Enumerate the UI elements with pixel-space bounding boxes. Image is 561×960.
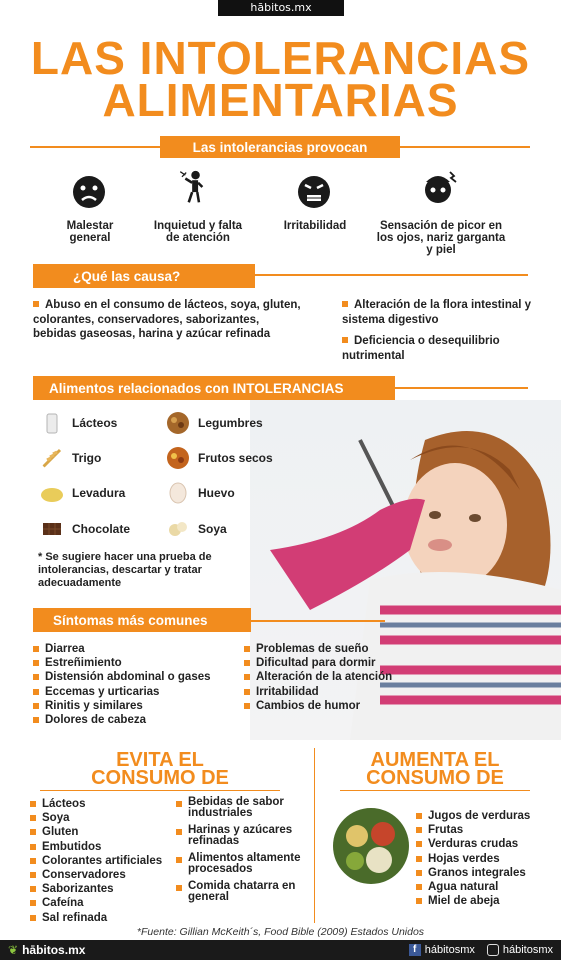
alimentos-note: * Se sugiere hacer una prueba de intolerancias, descartar y tratar adecuadamente: [38, 551, 212, 589]
causa-header: ¿Qué las causa?: [33, 264, 255, 288]
sintoma-item: Problemas de sueño: [244, 642, 424, 656]
nuts-icon: [166, 446, 190, 470]
evita-item: Soya: [30, 811, 170, 825]
provocan-header: Las intolerancias provocan: [160, 136, 400, 158]
sintoma-item: Distensión abdominal o gases: [33, 670, 243, 684]
evita-item: Colorantes artificiales: [30, 854, 170, 868]
divider: [340, 790, 530, 791]
evita-item: Lácteos: [30, 797, 170, 811]
divider: [40, 790, 280, 791]
itchy-head-icon: [420, 168, 460, 208]
alimento-frutos-secos: Frutos secos: [198, 451, 273, 465]
sintoma-item: Rinitis y similares: [33, 699, 243, 713]
aumenta-item: Frutas: [416, 823, 556, 837]
alimento-trigo: Trigo: [72, 451, 102, 465]
sintoma-item: Cambios de humor: [244, 699, 424, 713]
alimento-huevo: Huevo: [198, 486, 235, 500]
alimento-soya: Soya: [198, 522, 227, 536]
yeast-icon: [40, 481, 64, 505]
provocan-label-1: Malestar general: [66, 220, 114, 244]
causa-bullet-2: Alteración de la flora intestinal y sistema digestivo: [342, 299, 532, 326]
aumenta-item: Jugos de verduras: [416, 809, 556, 823]
wheat-icon: [40, 446, 64, 470]
evita-item: Harinas y azúcares refinadas: [176, 825, 311, 847]
alimento-levadura: Levadura: [72, 486, 126, 500]
evita-item: Sal refinada: [30, 911, 170, 925]
egg-icon: [166, 481, 190, 505]
footer-logo: hābitos.mx: [22, 943, 86, 957]
divider: [245, 620, 385, 622]
alimentos-header: Alimentos relacionados con INTOLERANCIAS: [33, 376, 395, 400]
footer-facebook[interactable]: hábitosmx: [424, 944, 475, 956]
sintomas-right-list: [244, 642, 424, 713]
legumes-icon: [166, 411, 190, 435]
evita-col1: [30, 797, 170, 925]
sintoma-item: Irritabilidad: [244, 685, 424, 699]
facebook-icon[interactable]: f: [409, 944, 421, 956]
page-title-line1: LAS INTOLERANCIAS: [30, 32, 531, 84]
aumenta-header-1: AUMENTA EL: [370, 749, 500, 771]
provocan-label-2: Inquietud y falta de atención: [153, 220, 243, 244]
evita-col2: [176, 797, 311, 903]
aumenta-item: Verduras crudas: [416, 837, 556, 851]
alimento-lacteos: Lácteos: [72, 416, 118, 430]
evita-item: Cafeína: [30, 896, 170, 910]
top-brand-bar: hābitos.mx: [218, 0, 344, 16]
aumenta-list: [416, 809, 556, 908]
evita-item: Bebidas de sabor industriales: [176, 797, 311, 819]
sintoma-item: Alteración de la atención: [244, 670, 424, 684]
evita-item: Embutidos: [30, 840, 170, 854]
evita-header-2: CONSUMO DE: [91, 767, 229, 789]
source-note: *Fuente: Gillian McKeith´s, Food Bible (2009) Estados Unidos: [136, 926, 425, 938]
aumenta-item: Hojas verdes: [416, 852, 556, 866]
sintoma-item: Dificultad para dormir: [244, 656, 424, 670]
evita-header-1: EVITA EL: [116, 749, 204, 771]
page-title-line2: ALIMENTARIAS: [102, 74, 459, 126]
provocan-label-4: Sensación de picor en los ojos, nariz garganta y piel: [376, 220, 506, 256]
soy-icon: [166, 517, 190, 541]
aumenta-item: Granos integrales: [416, 866, 556, 880]
sintoma-item: Eccemas y urticarias: [33, 685, 243, 699]
sintomas-header: Síntomas más comunes: [33, 608, 251, 632]
sintomas-left-list: [33, 642, 243, 727]
alimento-legumbres: Legumbres: [198, 416, 263, 430]
aumenta-item: Agua natural: [416, 880, 556, 894]
provocan-label-3: Irritabilidad: [283, 220, 347, 232]
vertical-divider: [314, 748, 315, 923]
evita-item: Comida chatarra en general: [176, 881, 311, 903]
alimento-chocolate: Chocolate: [72, 522, 131, 536]
milk-icon: [40, 411, 64, 435]
chocolate-icon: [40, 517, 64, 541]
divider: [390, 387, 528, 389]
evita-item: Saborizantes: [30, 882, 170, 896]
causa-bullet-1: Abuso en el consumo de lácteos, soya, gluten, colorantes, conservadores, saborizantes, bebidas gaseosas, harina y azúcar refinada: [33, 299, 301, 340]
footer-bar: [0, 940, 561, 960]
evita-item: Conservadores: [30, 868, 170, 882]
restless-person-icon: [176, 170, 210, 204]
divider: [250, 274, 528, 276]
aumenta-item: Miel de abeja: [416, 894, 556, 908]
aumenta-header-2: CONSUMO DE: [366, 767, 504, 789]
evita-item: Alimentos altamente procesados: [176, 853, 311, 875]
evita-item: Gluten: [30, 825, 170, 839]
leaf-icon: ❦: [8, 943, 19, 957]
sintoma-item: Estreñimiento: [33, 656, 243, 670]
instagram-icon[interactable]: [487, 944, 499, 956]
sintoma-item: Dolores de cabeza: [33, 713, 243, 727]
healthy-food-image: [331, 806, 411, 886]
sad-face-icon: [72, 175, 106, 209]
sintoma-item: Diarrea: [33, 642, 243, 656]
causa-bullet-3: Deficiencia o desequilibrio nutrimental: [342, 335, 500, 362]
angry-face-icon: [297, 175, 331, 209]
footer-instagram[interactable]: hábitosmx: [502, 944, 553, 956]
